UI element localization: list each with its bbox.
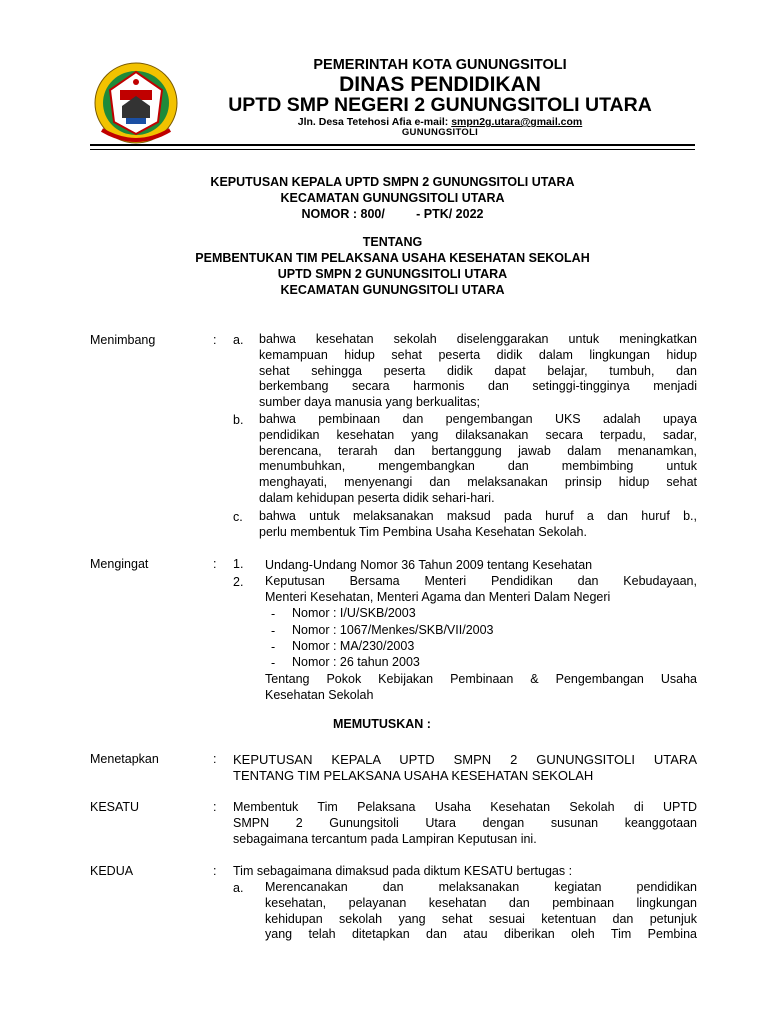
kesatu-label: KESATU bbox=[90, 800, 140, 814]
text-line: perlu membentuk Tim Pembina Usaha Kesehatan Sekolah. bbox=[259, 524, 587, 539]
mengingat-1-marker: 1. bbox=[233, 557, 244, 571]
nomor-item: Nomor : I/U/SKB/2003 bbox=[292, 606, 416, 620]
city-emblem-icon bbox=[92, 60, 180, 146]
text-line: Keputusan Bersama Menteri Pendidikan dan Kebudayaan, bbox=[265, 574, 697, 588]
decree-subject-district: KECAMATAN GUNUNGSITOLI UTARA bbox=[280, 283, 505, 297]
mengingat-tentang bbox=[265, 672, 697, 704]
nomor-dash: - bbox=[271, 624, 276, 638]
kedua-label: KEDUA bbox=[90, 864, 134, 878]
text-line: bahwa untuk melaksanakan maksud pada huruf a dan huruf b., bbox=[259, 509, 697, 523]
mengingat-2-text bbox=[265, 574, 697, 606]
mengingat-1-text: Undang-Undang Nomor 36 Tahun 2009 tentang Kesehatan bbox=[265, 558, 593, 572]
text-line: menghayati, menyenangi dan melaksanakan prinsip hidup sehat bbox=[259, 475, 697, 490]
nomor-item: Nomor : 1067/Menkes/SKB/VII/2003 bbox=[292, 623, 494, 637]
text-line: kesehatan, pelayanan kesehatan dan pembinaan lingkungan bbox=[265, 895, 697, 910]
text-line: sehat sehingga peserta didik dapat belajar, tumbuh, dan bbox=[259, 363, 697, 378]
government-name: PEMERINTAH KOTA GUNUNGSITOLI bbox=[313, 57, 567, 73]
kesatu-text bbox=[233, 800, 697, 847]
decree-about: TENTANG bbox=[362, 235, 423, 249]
menetapkan-colon: : bbox=[213, 752, 217, 766]
memutuskan-heading: MEMUTUSKAN : bbox=[333, 717, 431, 731]
text-line: KEPUTUSAN KEPALA UPTD SMPN 2 GUNUNGSITOLI UTARA bbox=[233, 752, 697, 767]
menimbang-b-marker: b. bbox=[233, 413, 244, 427]
text-line: sumber daya manusia yang berkualitas; bbox=[259, 395, 480, 410]
kedua-intro: Tim sebagaimana dimaksud pada diktum KESATU bertugas : bbox=[233, 864, 573, 878]
department-name: DINAS PENDIDIKAN bbox=[339, 73, 541, 96]
mengingat-2-marker: 2. bbox=[233, 575, 244, 589]
text-line: bahwa pembinaan dan pengembangan UKS adalah upaya bbox=[259, 412, 697, 426]
city-line: GUNUNGSITOLI bbox=[401, 127, 479, 138]
text-line: Merencanakan dan melaksanakan kegiatan pendidikan bbox=[265, 880, 697, 894]
decree-subject: PEMBENTUKAN TIM PELAKSANA USAHA KESEHATAN SEKOLAH bbox=[195, 251, 590, 265]
nomor-dash: - bbox=[271, 640, 276, 654]
menimbang-a-text bbox=[259, 332, 697, 411]
decree-subject-school: UPTD SMPN 2 GUNUNGSITOLI UTARA bbox=[277, 267, 508, 281]
text-line: kemampuan hidup sehat peserta didik dalam lingkungan hidup bbox=[259, 347, 697, 362]
mengingat-colon: : bbox=[213, 557, 217, 571]
text-line: berkembang secara harmonis dan setinggi-tingginya menjadi bbox=[259, 379, 697, 394]
menetapkan-text bbox=[233, 752, 697, 784]
decree-number: NOMOR : 800/ - PTK/ 2022 bbox=[301, 207, 484, 221]
letterhead-rule-thin bbox=[90, 149, 695, 150]
email-link[interactable]: smpn2g.utara@gmail.com bbox=[451, 116, 583, 128]
nomor-item: Nomor : 26 tahun 2003 bbox=[292, 655, 420, 669]
text-line: SMPN 2 Gunungsitoli Utara dengan susunan keanggotaan bbox=[233, 815, 697, 830]
letterhead-rule-thick bbox=[90, 144, 695, 146]
text-line: berencana, terarah dan bertanggung jawab dalam menanamkan, bbox=[259, 443, 697, 458]
decree-district: KECAMATAN GUNUNGSITOLI UTARA bbox=[280, 191, 505, 205]
text-line: kehidupan sekolah yang sehat sesuai ketentuan dan petunjuk bbox=[265, 911, 697, 926]
text-line: Menteri Kesehatan, Menteri Agama dan Menteri Dalam Negeri bbox=[265, 589, 611, 604]
text-line: TENTANG TIM PELAKSANA USAHA KESEHATAN SEKOLAH bbox=[233, 767, 594, 783]
kedua-a-marker: a. bbox=[233, 881, 244, 895]
menimbang-a-marker: a. bbox=[233, 333, 244, 347]
text-line: pendidikan kesehatan yang dilaksanakan secara terpadu, sadar, bbox=[259, 427, 697, 442]
nomor-item: Nomor : MA/230/2003 bbox=[292, 639, 415, 653]
kedua-colon: : bbox=[213, 864, 217, 878]
menimbang-label: Menimbang bbox=[90, 333, 156, 347]
text-line: sebagaimana tercantum pada Lampiran Keputusan ini. bbox=[233, 831, 537, 846]
kesatu-colon: : bbox=[213, 800, 217, 814]
address-text: Jln. Desa Tetehosi Afia e-mail: bbox=[297, 116, 452, 128]
text-line: dalam kehidupan peserta didik sehari-hari. bbox=[259, 490, 495, 505]
nomor-dash: - bbox=[271, 607, 276, 621]
mengingat-label: Mengingat bbox=[90, 557, 149, 571]
menimbang-c-text bbox=[259, 509, 697, 541]
school-name: UPTD SMP NEGERI 2 GUNUNGSITOLI UTARA bbox=[228, 94, 652, 116]
text-line: Membentuk Tim Pelaksana Usaha Kesehatan Sekolah di UPTD bbox=[233, 800, 697, 814]
menimbang-colon: : bbox=[213, 333, 217, 347]
text-line: menumbuhkan, mengembangkan dan membimbing untuk bbox=[259, 459, 697, 474]
kedua-a-text bbox=[265, 880, 697, 943]
decree-title: KEPUTUSAN KEPALA UPTD SMPN 2 GUNUNGSITOLI UTARA bbox=[210, 175, 575, 189]
nomor-dash: - bbox=[271, 656, 276, 670]
menetapkan-label: Menetapkan bbox=[90, 752, 159, 766]
menimbang-c-marker: c. bbox=[233, 510, 243, 524]
text-line: Tentang Pokok Kebijakan Pembinaan & Pengembangan Usaha bbox=[265, 672, 697, 686]
text-line: Kesehatan Sekolah bbox=[265, 687, 374, 702]
text-line: bahwa kesehatan sekolah diselenggarakan untuk meningkatkan bbox=[259, 332, 697, 346]
text-line: yang telah ditetapkan dan atau diberikan oleh Tim Pembina bbox=[265, 927, 697, 942]
menimbang-b-text bbox=[259, 412, 697, 507]
